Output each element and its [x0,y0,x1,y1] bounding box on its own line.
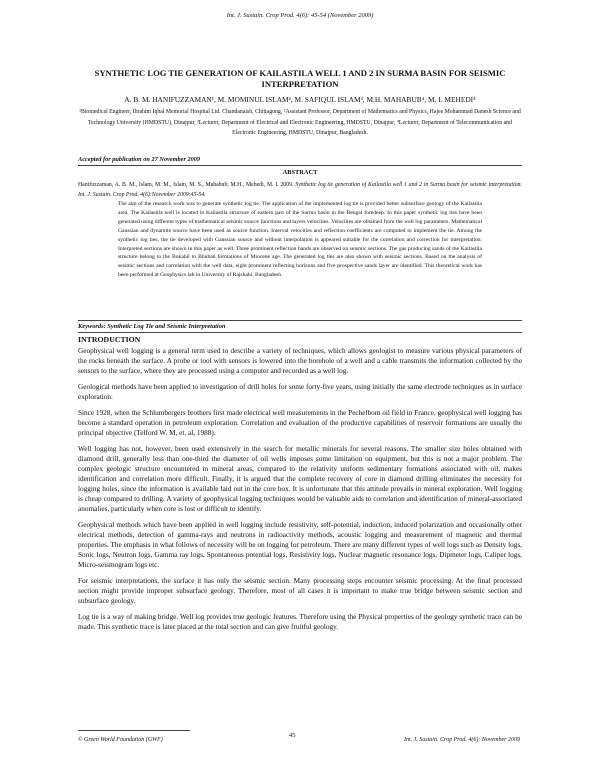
keywords: Keywords: Synthetic Log Tie and Seismic Interpretation [78,323,226,330]
footer-copyright: © Green World Foundation (GWF) [78,737,163,743]
citation-title: Synthetic log tie generation of Kailastila well 1 and 2 in Surma basin for seismic interpretation. Int. J. Sustain. Crop Prod. 4(6):November 2009:45-54. [78,182,523,198]
paragraph: Log tie is a way of making bridge. Well log provides true geologic features. Therefore using the Physical properties of the geology synthetic trace can be made. This synthetic trace is later placed at the total section and can give fruitful geology. [78,613,522,631]
divider [78,332,522,333]
paragraph: Well logging has not, however, been used extensively in the search for metallic minerals for several reasons. The smaller size holes obtained with diamond drill, generally less than one-third the diameter of oil wells imposes some limitation on equipment, but this is not a major problem. The complex geologic structure encountered in mineral areas, compared to the relativity uniform sedimentary formations associated with oil, makes identification and correlation more difficult. Finally, it is argued that the complete recovery of core in diamond drilling eliminates the necessity for logging holes, since the information is available laid out in the core box. It is unfortunate that this attitude prevails in mineral exploration. Well logging is cheap compared to drilling. A variety of geophysical logging techniques would be valuable aids to correlation and identification of mineral-associated anomalies, particularly when core is lost or difficult to identify. [78,445,522,513]
citation-authors: Hanifuzzaman, A. B. M., Islam, M. M., Islam, M. S., Mahabub, M.H., Mehedi, M. I. 2009. [78,182,294,188]
paragraph: For seismic interpretations, the surface it has only the seismic section. Many processing steps encounter seismic processing. At the final processed section might provide improper subsurface geology. Therefore, most of all cases it is important to make true bridge between seismic section and subsurface geology. [78,577,522,605]
paragraph: Since 1928, when the Schlumbergers brothers first made electrical well measurements in the Pechelbom oil field in France, geophysical well logging has become a standard operation in petroleum exploration. Correlation and evaluation of the productive capabilities of reservoir formations are usually the principal objective (Telford W. M, et. al, 1988). [78,409,522,437]
body-text [78,346,522,638]
paragraph: Geological methods have been applied to investigation of drill holes for some forty-five years, using initially the same electrode techniques as in surface exploration. [78,383,522,401]
divider [78,320,522,321]
paper-title: SYNTHETIC LOG TIE GENERATION OF KAILASTILA WELL 1 AND 2 IN SURMA BASIN FOR SEISMIC INTERPRETATION [94,68,506,89]
footer-rule [78,730,190,731]
abstract-text: The aim of the research work was to generate synthetic log tie. The application of the implemented log tie is provided better subsurface geology of the Kailastila area. The Kailastila well is located in Kailastila structure of eastern part of the Surma basin in the Bengal foredeep. In this paper synthetic log ties have been generated using different types of mathematical seismic source functions and layers velocities. Velocities are obtained from the well log parameters. Mathematical Gaussian and dynamite source have been used as source function. Interval velocities and reflection coefficients are computed to implement the tie. Among the synthetic log ties, the tie developed with Gaussian source and without interpolation is appeared suitable for the correlation and correction for interpretation. Interpreted sections are shown in this paper as well. Three prominent reflection bands are observed on seismic sections. The gas producing sands of the Kailastila structure belong to the Bokabil to Bhuban formations of Miocene age. The generated log ties are also shown with seismic sections. Based on the analysis of seismic sections and correlation with the well data, eight prominent reflecting horizons and five prospective sands layer are identified. This theoretical work has been performed at Geophysics lab in University of Rajshahi, Bangladesh. [118,201,482,279]
divider [78,165,522,166]
acceptance-date: Accepted for publication on 27 November 2009 [78,156,201,163]
journal-header: Int. J. Sustain. Crop Prod. 4(6): 45-54 (November 2009) [226,12,374,19]
paragraph: Geophysical well logging is a general term used to describe a variety of techniques, which allows geologist to measure various physical parameters of the rocks beneath the surface. A probe or tool with sensors is lowered into the borehole of a well and a cable transmits the information collected by the sensors to the surface, where they are processed using a computer and recorded as a well log. [78,347,522,375]
section-heading-introduction: INTRODUCTION [78,335,141,344]
footer-journal: Int. J. Sustain. Crop Prod. 4(6): November 2009 [403,737,520,743]
page-number: 45 [289,732,296,739]
affiliations: ¹Biomedical Engineer, Ibrahim Iqbal Memorial Hospital Ltd. Chandanaish, Chittagong, ²Assistant Professor, Department of Mathematics and Physics, Hajee Mohammad Danesh Science and Technology University (HMDSTU), Dinajpur, ³Lecturer, Department of Electrical and Electronic Engineering, HMDSTU, Dinajpur, ⁴Lecturer, Department of Telecommunication and Electronic Engineering, HMDSTU, Dinajpur, Bangladesh. [79,109,521,136]
abstract-heading: ABSTRACT [282,169,318,176]
citation [78,181,522,200]
author-list: A. B. M. HANIFUZZAMAN¹, M. MOMINUL ISLAM², M. SAFIQUL ISLAM³, M.H. MAHABUB⁴, M. I. MEHEDI⁴ [124,95,476,104]
paragraph: Geophysical methods which have been applied in well logging include resistivity, self-potential, induction, induced polarization and occasionally other electrical methods, detection of gamma-rays and neutrons in radioactivity methods, acoustic logging and measurement of magnetic and thermal properties. The emphasis in what follows of necessity will be on logging for petroleum. There are many different types of well logs such as Density logs, Sonic logs, Neutron logs, Gamma ray logs, Spontaneous potential logs, Resistivity logs, Nuclear magnetic resonance logs, Dipmeter logs, Caliper logs, Micro-seismogram logs etc. [78,521,522,569]
